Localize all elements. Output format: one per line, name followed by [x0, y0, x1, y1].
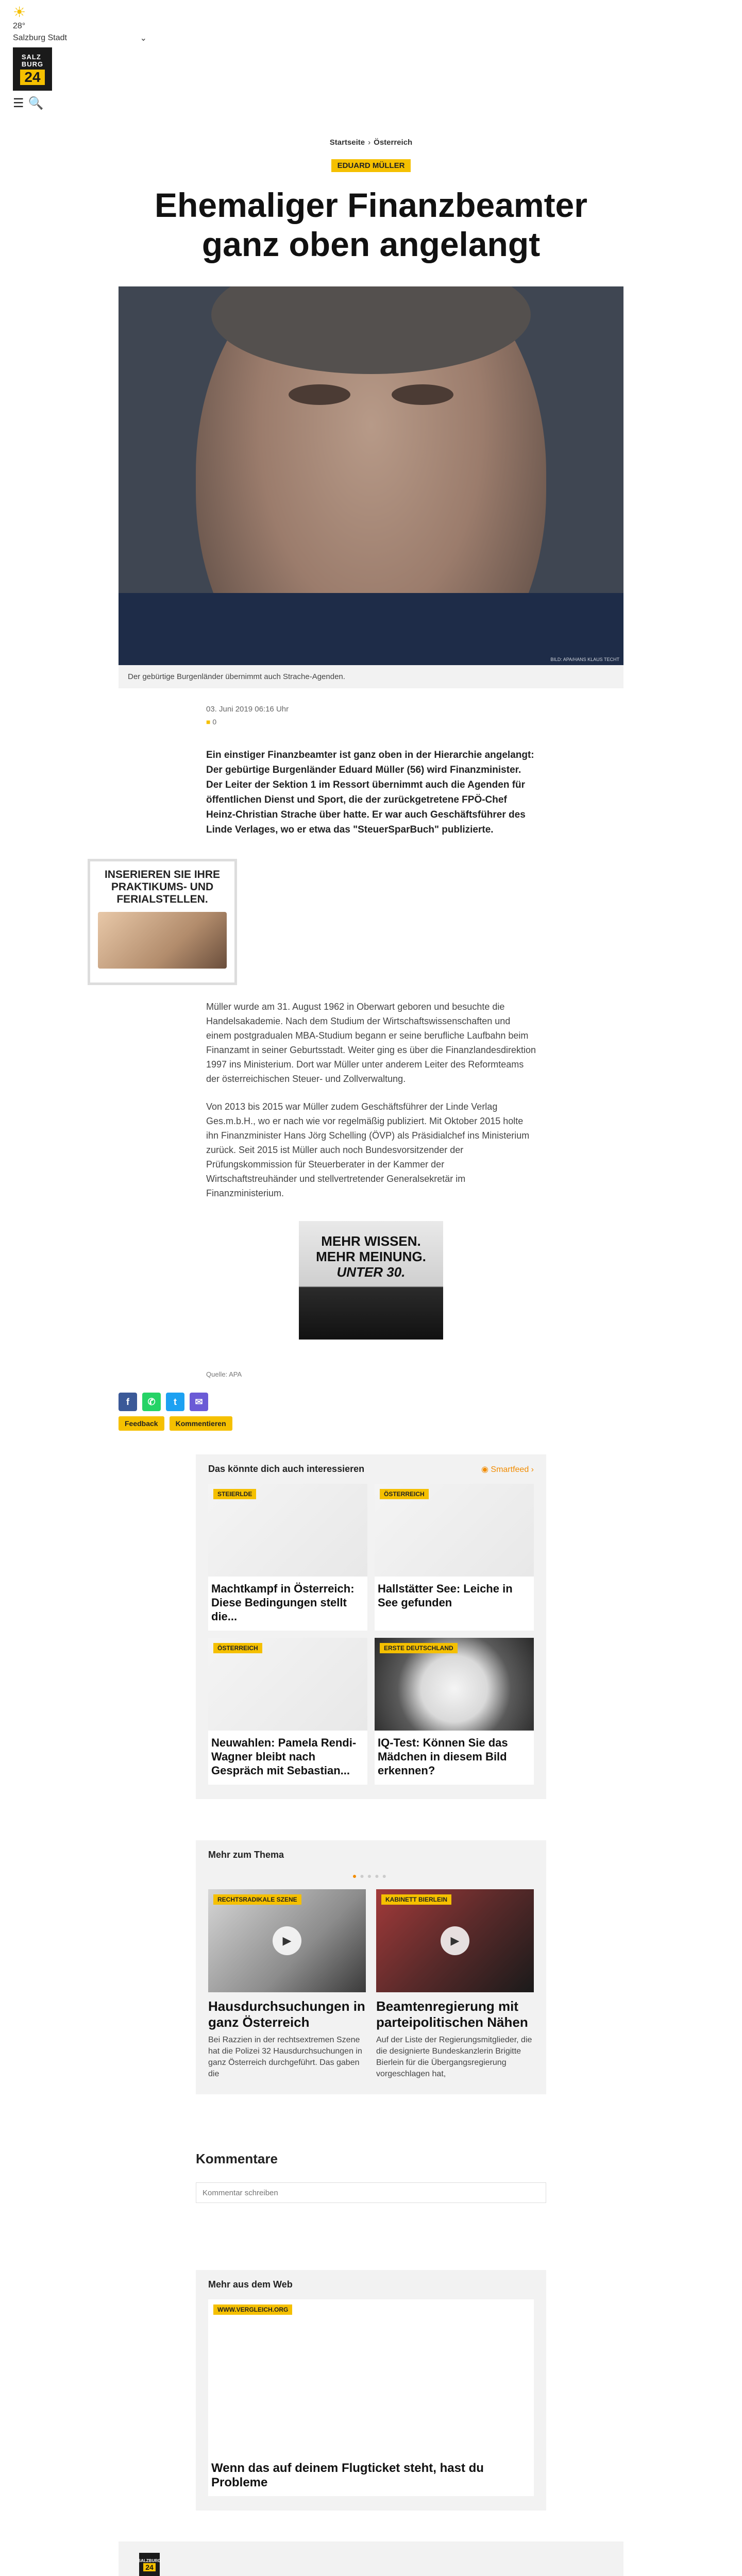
card-title: Hallstätter See: Leiche in See gefunden: [378, 1582, 513, 1609]
topic-title: Beamtenregierung mit parteipolitischen Nähen: [376, 1998, 528, 2030]
article-body-cont: [206, 999, 536, 1200]
breadcrumb-separator: ›: [368, 138, 371, 147]
card-tag: ÖSTERREICH: [380, 1489, 429, 1499]
logo-text-top: SALZ BURG: [21, 53, 44, 68]
card-title: Neuwahlen: Pamela Rendi-Wagner bleibt nach Gespräch mit Sebastian...: [211, 1736, 357, 1777]
sponsored-card[interactable]: [208, 2299, 534, 2496]
ad-praktikum-image: [98, 912, 227, 969]
ad-wissen-line3: UNTER 30.: [336, 1264, 406, 1280]
more-from-web-title: Mehr aus dem Web: [208, 2279, 293, 2290]
feedback-button[interactable]: Feedback: [119, 1416, 164, 1431]
ad-wissen-line2: MEHR MEINUNG.: [316, 1249, 426, 1264]
share-buttons: [119, 1393, 623, 1411]
salzburg24-logo[interactable]: [13, 47, 52, 91]
card-image: [208, 1638, 367, 1731]
ad-praktikum-text: INSERIEREN SIE IHRE PRAKTIKUMS- UND FERIALSTELLEN.: [104, 869, 221, 905]
article-body: [206, 705, 536, 837]
footer: [119, 2541, 623, 2576]
carousel-dots[interactable]: ●●●●●: [352, 1872, 390, 1880]
recommendations-title: Das könnte dich auch interessieren: [208, 1464, 365, 1474]
related-topics-title: Mehr zum Thema: [208, 1850, 284, 1860]
sponsored-tag: WWW.VERGLEICH.ORG: [213, 2304, 292, 2315]
recommendations-box: [196, 1454, 546, 1799]
comment-icon: ■: [206, 718, 211, 726]
card-title: IQ-Test: Können Sie das Mädchen in diesem Bild erkennen?: [378, 1736, 508, 1777]
article-hero-image: [119, 286, 623, 665]
comments-section: [196, 2151, 546, 2203]
image-credit: BILD: APA/HANS KLAUS TECHT: [550, 657, 619, 662]
menu-icon[interactable]: ☰: [13, 96, 24, 110]
article-source: Quelle: APA: [206, 1370, 242, 1378]
comment-button[interactable]: Kommentieren: [170, 1416, 232, 1431]
article-header: [0, 113, 742, 264]
sponsored-image: [208, 2299, 534, 2454]
portrait-suit: [119, 593, 623, 665]
play-icon[interactable]: ▶: [273, 1926, 301, 1955]
related-topic-card[interactable]: [208, 1889, 366, 2080]
header-icons: [13, 96, 729, 111]
weather-widget: [13, 5, 729, 43]
article-title: Ehemaliger Finanzbeamter ganz oben angelangt: [155, 186, 587, 263]
twitter-share-icon[interactable]: t: [166, 1393, 184, 1411]
related-topics-box: [196, 1840, 546, 2094]
topic-image: [376, 1889, 534, 1992]
related-topic-card[interactable]: [376, 1889, 534, 2080]
footer-logo[interactable]: SALZBURG 24: [139, 2553, 160, 2576]
recommendation-card[interactable]: [375, 1638, 534, 1785]
facebook-share-icon[interactable]: f: [119, 1393, 137, 1411]
topic-title: Hausdurchsuchungen in ganz Österreich: [208, 1998, 365, 2030]
topic-tag: RECHTSRADIKALE SZENE: [213, 1894, 301, 1905]
recommendation-card[interactable]: [208, 1484, 367, 1631]
comment-input[interactable]: [196, 2182, 546, 2203]
card-title: Machtkampf in Österreich: Diese Bedingungen stellt die...: [211, 1582, 355, 1623]
smartfeed-icon: ◉: [481, 1465, 491, 1474]
play-icon[interactable]: ▶: [441, 1926, 469, 1955]
topic-image: [208, 1889, 366, 1992]
portrait-eye-left: [289, 384, 350, 405]
sun-icon: ☀: [13, 4, 26, 20]
breadcrumb-section[interactable]: Österreich: [374, 138, 413, 147]
top-bar: [0, 0, 742, 113]
article-paragraph: Von 2013 bis 2015 war Müller zudem Geschäftsführer der Linde Verlag Ges.m.b.H., wo er nach wie vor regelmäßig publiziert. Mit Oktober 2015 holte ihn Finanzminister Hans Jörg Schelling (ÖVP) als Präsidialchef ins Ministerium zurück. Seit 2015 ist Müller auch noch Bundesvorsitzender der Prüfungskommission für Steuerberater in der Kammer der Wirtschaftstreuhänder und stellvertretender Generalsekretär im Finanzministerium.: [206, 1101, 530, 1198]
author-badge[interactable]: EDUARD MÜLLER: [331, 159, 411, 172]
image-caption: Der gebürtige Burgenländer übernimmt auch Strache-Agenden.: [119, 665, 623, 688]
article-paragraph: Müller wurde am 31. August 1962 in Oberwart geboren und besuchte die Handelsakademie. Nach dem Studium der Wirtschaftswissenschaften und einem postgradualen MBA-Studium begann er seine berufliche Laufbahn beim Finanzamt in seiner Geburtsstadt. Weiter ging es über die Finanzlandesdirektion 1997 ins Ministerium. Dort war Müller unter anderem Leiter des Reformteams der österreichischen Steuer- und Zollverwaltung.: [206, 1002, 536, 1084]
portrait-eye-right: [392, 384, 453, 405]
comment-count: 0: [212, 718, 217, 726]
breadcrumb-home[interactable]: Startseite: [329, 138, 365, 147]
article-actions: [119, 1416, 623, 1431]
article-date: 03. Juni 2019 06:16 Uhr: [206, 705, 289, 714]
logo-number: 24: [20, 70, 44, 85]
topic-tag: KABINETT BIERLEIN: [381, 1894, 451, 1905]
more-from-web-box: [196, 2270, 546, 2511]
card-image: [208, 1484, 367, 1577]
sponsored-title: Wenn das auf deinem Flugticket steht, hast du Probleme: [211, 2461, 484, 2489]
comments-title: Kommentare: [196, 2151, 278, 2166]
comment-counter[interactable]: [206, 718, 536, 726]
location-select[interactable]: [13, 33, 147, 43]
search-icon[interactable]: 🔍: [28, 96, 44, 110]
ad-mehr-wissen[interactable]: [299, 1221, 443, 1340]
ad-praktikum[interactable]: [88, 859, 237, 985]
email-share-icon[interactable]: ✉: [190, 1393, 208, 1411]
temperature: 28°: [13, 22, 26, 30]
topic-description: Auf der Liste der Regierungsmitglieder, die die designierte Bundeskanzlerin Brigitte Bierlein für die Übergangsregierung vorgeschlagen hat,: [376, 2036, 532, 2078]
chevron-down-icon: ⌄: [140, 34, 147, 43]
recommendation-card[interactable]: [208, 1638, 367, 1785]
card-image: [375, 1484, 534, 1577]
smartfeed-label[interactable]: ◉ Smartfeed ›: [481, 1465, 534, 1474]
whatsapp-share-icon[interactable]: ✆: [142, 1393, 161, 1411]
article-lead: Ein einstiger Finanzbeamter ist ganz oben in der Hierarchie angelangt: Der gebürtige Burgenländer Eduard Müller (56) wird Finanzminister. Der Leiter der Sektion 1 im Ressort übernimmt auch die Agenden für öffentlichen Dienst und Sport, die der zurückgetretene FPÖ-Chef Heinz-Christian Strache über hatte. Er war auch Geschäftsführer des Linde Verlages, wo er etwa das "SteuerSparBuch" publizierte.: [206, 750, 534, 835]
card-tag: ERSTE DEUTSCHLAND: [380, 1643, 458, 1653]
card-tag: ÖSTERREICH: [213, 1643, 262, 1653]
ad-wissen-line1: MEHR WISSEN.: [321, 1233, 421, 1249]
recommendation-card[interactable]: [375, 1484, 534, 1631]
topic-description: Bei Razzien in der rechtsextremen Szene hat die Polizei 32 Hausdurchsuchungen in ganz Österreich durchgeführt. Das gaben die: [208, 2036, 362, 2078]
card-image: [375, 1638, 534, 1731]
breadcrumb: [0, 138, 742, 147]
card-tag: STEIERLDE: [213, 1489, 256, 1499]
location-label: Salzburg Stadt: [13, 33, 67, 42]
